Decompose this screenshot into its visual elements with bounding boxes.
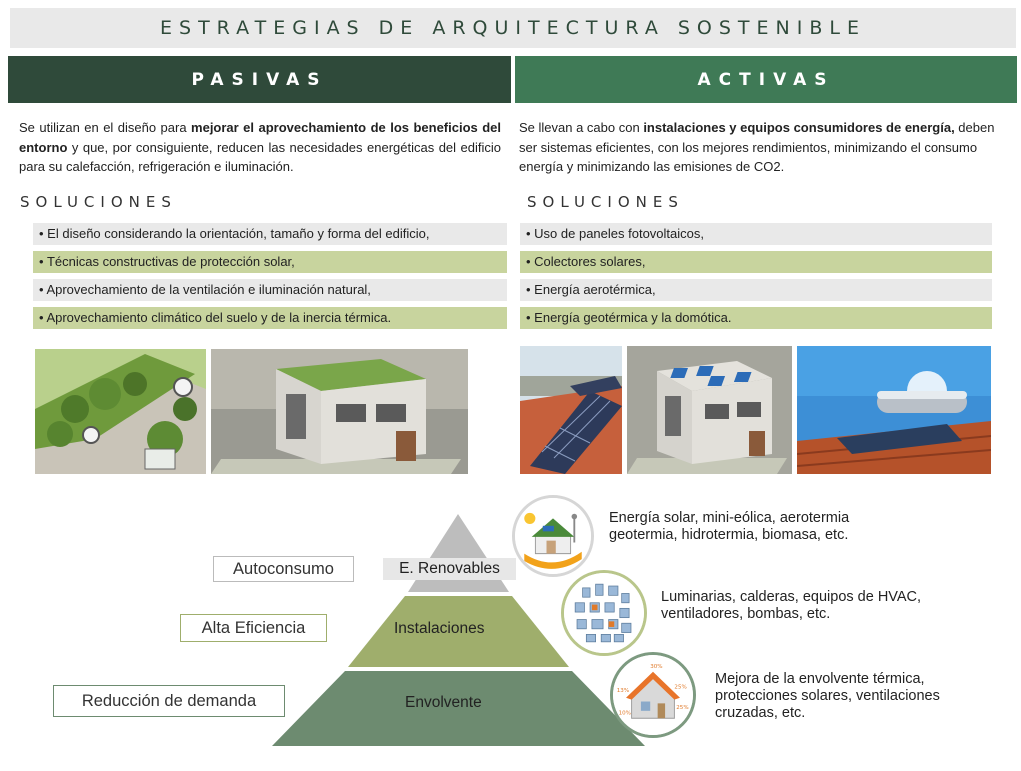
pyramid-label-envolvente: Envolvente — [405, 694, 482, 711]
list-item: • Energía geotérmica y la domótica. — [520, 307, 992, 329]
pyramid-label-renovables: E. Renovables — [383, 558, 516, 580]
alta-eficiencia-label: Alta Eficiencia — [180, 614, 327, 642]
pasivas-header — [8, 56, 511, 103]
main-title: ESTRATEGIAS DE ARQUITECTURA SOSTENIBLE — [160, 17, 866, 39]
pasivas-solutions-list — [33, 223, 507, 335]
solar-water-heater-photo — [797, 346, 991, 474]
description-line: cruzadas, etc. — [715, 705, 806, 721]
thermal-envelope-house-icon — [610, 652, 696, 738]
list-item: • Técnicas constructivas de protección solar, — [33, 251, 507, 273]
list-item: • Aprovechamiento climático del suelo y de la inercia térmica. — [33, 307, 507, 329]
pyramid-label-instalaciones: Instalaciones — [394, 620, 485, 637]
green-roof-house-render — [211, 349, 468, 474]
pyramid-level-top — [408, 514, 509, 592]
reduccion-demanda-label: Reducción de demanda — [53, 685, 285, 717]
list-item: • Colectores solares, — [520, 251, 992, 273]
pasivas-intro — [19, 118, 501, 177]
pasivas-intro-bold: mejorar el aprovechamiento de los beneficios del entorno — [19, 120, 501, 155]
renewable-energy-house-icon — [512, 495, 594, 577]
activas-intro-text-end: deben ser sistemas eficientes, con los mejores rendimientos, minimizando el consumo energía y minimizando las emisiones de CO2. — [519, 120, 995, 174]
percent-label: 25% — [674, 684, 687, 691]
envolvente-description — [715, 671, 1005, 722]
list-item: • Energía aerotérmica, — [520, 279, 992, 301]
main-title-bar — [10, 8, 1016, 48]
list-item: • Uso de paneles fotovoltaicos, — [520, 223, 992, 245]
percent-label: 13% — [616, 688, 630, 695]
description-line: Luminarias, calderas, equipos de HVAC, — [661, 589, 922, 605]
pasivas-solutions-title: SOLUCIONES — [20, 193, 177, 211]
description-line: geotermia, hidrotermia, biomasa, etc. — [609, 527, 849, 543]
activas-solutions-list — [520, 223, 992, 335]
activas-header — [515, 56, 1017, 103]
autoconsumo-label: Autoconsumo — [213, 556, 354, 582]
percent-label: 25% — [676, 704, 689, 711]
pasivas-intro-text: Se utilizan en el diseño para — [19, 120, 192, 135]
activas-intro-bold: instalaciones y equipos consumidores de energía, — [643, 120, 955, 135]
activas-intro — [519, 118, 1011, 177]
percent-label: 10% — [618, 710, 631, 717]
activas-intro-text: Se llevan a cabo con — [519, 120, 644, 135]
solar-pv-roof-photo — [520, 346, 622, 474]
percent-label: 30% — [650, 664, 663, 671]
activas-solutions-title: SOLUCIONES — [527, 193, 684, 211]
list-item: • Aprovechamiento de la ventilación e iluminación natural, — [33, 279, 507, 301]
instalaciones-description — [661, 589, 981, 623]
renovables-description — [609, 510, 909, 544]
description-line: Energía solar, mini-eólica, aerotermia — [609, 510, 850, 526]
green-roof-photo — [35, 349, 206, 474]
appliances-icon — [561, 570, 647, 656]
list-item: • El diseño considerando la orientación, tamaño y forma del edificio, — [33, 223, 507, 245]
description-line: ventiladores, bombas, etc. — [661, 606, 831, 622]
solar-panel-house-render — [627, 346, 792, 474]
pasivas-header-label: PASIVAS — [191, 69, 328, 90]
pasivas-intro-text-end: y que, por consiguiente, reducen las necesidades energéticas del edificio para su calefacción, refrigeración e iluminación. — [19, 139, 501, 174]
activas-header-label: ACTIVAS — [697, 69, 835, 90]
description-line: protecciones solares, ventilaciones — [715, 688, 940, 704]
description-line: Mejora de la envolvente térmica, — [715, 671, 925, 687]
